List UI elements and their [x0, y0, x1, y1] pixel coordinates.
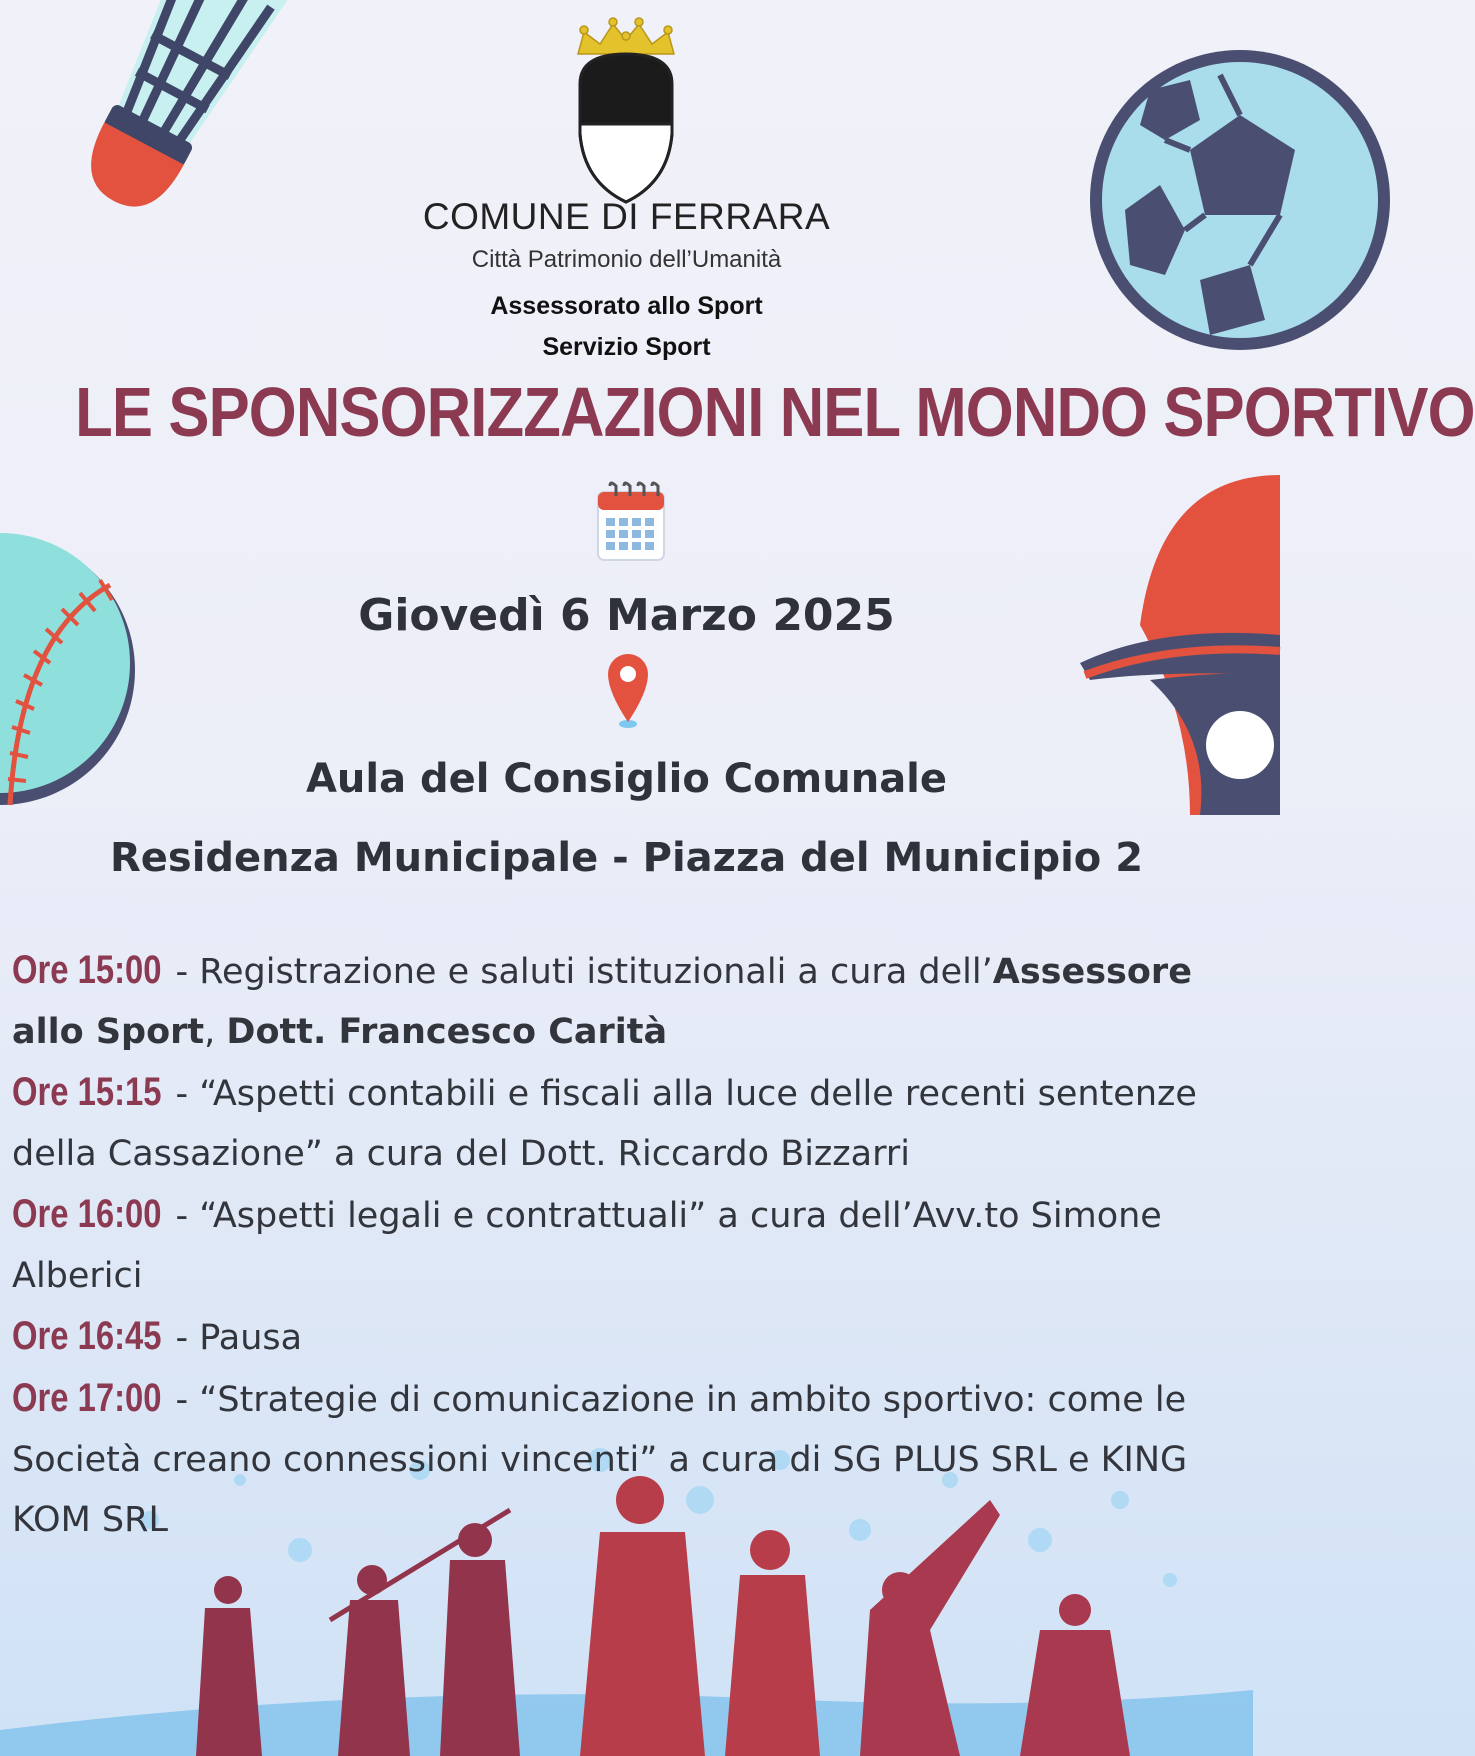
program-item [12, 1368, 1247, 1550]
department-line-1: Assessorato allo Sport [490, 292, 763, 320]
program-item [12, 940, 1247, 1062]
venue-address: Residenza Municipale - Piazza del Municipio 2 [109, 835, 1144, 881]
ferrara-crest-icon [570, 14, 682, 204]
program-time: Ore 17:00 [12, 1376, 162, 1420]
program-text: - Pausa [164, 1318, 303, 1358]
program-text: - “Strategie di comunicazione in ambito sportivo: come le Società creano connessioni vincenti” a cura di SG PLUS SRL e KING KOM SRL [12, 1380, 1188, 1540]
program-text: - Registrazione e saluti istituzionali a cura dell’ [164, 952, 993, 992]
program-time: Ore 15:15 [12, 1070, 162, 1114]
program-item [12, 1062, 1247, 1184]
event-date: Giovedì 6 Marzo 2025 [358, 590, 895, 641]
venue-name: Aula del Consiglio Comunale [305, 756, 948, 802]
program-separator: , [204, 1012, 227, 1052]
event-title: LE SPONSORIZZAZIONI NEL MONDO SPORTIVO [75, 373, 1475, 451]
program-text: - “Aspetti contabili e fiscali alla luce delle recenti sentenze della Cassazione” a cura del Dott. Riccardo Bizzarri [12, 1074, 1197, 1174]
program-item [12, 1306, 1247, 1368]
program-time: Ore 16:45 [12, 1314, 162, 1358]
program-item [12, 1184, 1247, 1306]
program-text: - “Aspetti legali e contrattuali” a cura dell’Avv.to Simone Alberici [12, 1196, 1162, 1296]
map-pin-icon [604, 652, 652, 730]
org-subtitle: Città Patrimonio dell’Umanità [471, 246, 782, 273]
org-name: COMUNE DI FERRARA [422, 196, 831, 237]
program-speaker-role: Assessore allo Sport [12, 952, 1192, 1052]
program-list [12, 940, 1247, 1550]
department-line-2: Servizio Sport [542, 333, 711, 361]
calendar-icon [596, 482, 666, 562]
program-time: Ore 16:00 [12, 1192, 162, 1236]
program-speaker-name: Dott. Francesco Carità [226, 1012, 668, 1052]
program-time: Ore 15:00 [12, 948, 162, 992]
